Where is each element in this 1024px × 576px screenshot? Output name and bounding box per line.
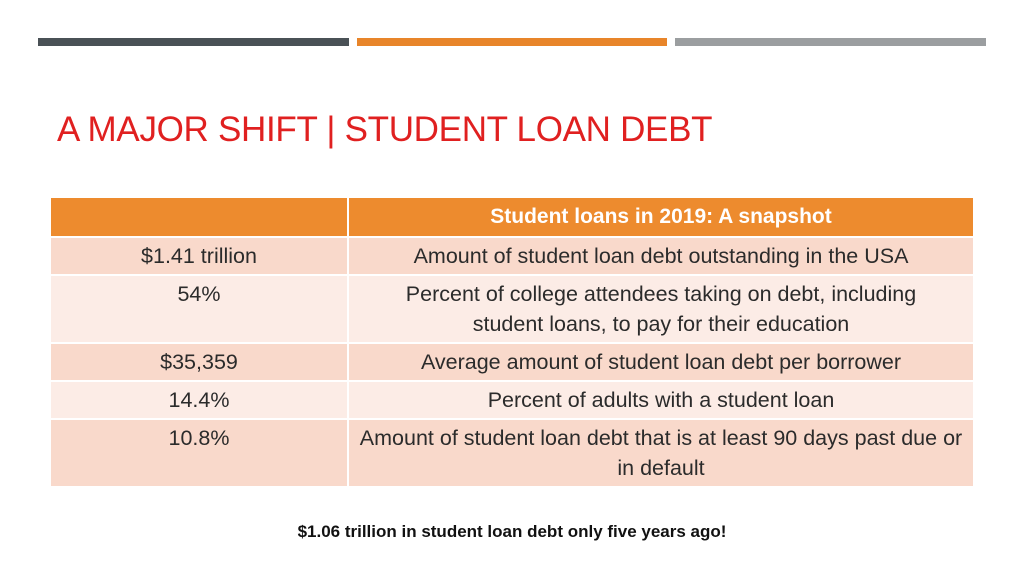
- slide-title: A MAJOR SHIFT | STUDENT LOAN DEBT: [57, 110, 713, 149]
- student-loan-table: [49, 196, 975, 488]
- table-cell-description: Amount of student loan debt outstanding in the USA: [348, 237, 974, 275]
- table-row: [50, 343, 974, 381]
- table-cell-description: Average amount of student loan debt per borrower: [348, 343, 974, 381]
- table-cell-value: $1.41 trillion: [50, 237, 348, 275]
- accent-bar-orange: [357, 38, 667, 46]
- table-cell-value: 10.8%: [50, 419, 348, 487]
- table-cell-description: Percent of college attendees taking on debt, including student loans, to pay for their education: [348, 275, 974, 343]
- footnote: $1.06 trillion in student loan debt only five years ago!: [297, 522, 727, 541]
- table-row: [50, 419, 974, 487]
- table-row: [50, 381, 974, 419]
- table-header-row: [50, 197, 974, 237]
- table-cell-description: Amount of student loan debt that is at least 90 days past due or in default: [348, 419, 974, 487]
- accent-bar-gray: [675, 38, 986, 46]
- table-cell-description: Percent of adults with a student loan: [348, 381, 974, 419]
- accent-bar-dark: [38, 38, 349, 46]
- table-cell-value: $35,359: [50, 343, 348, 381]
- table-row: [50, 237, 974, 275]
- table-header-cell-description: Student loans in 2019: A snapshot: [348, 197, 974, 237]
- table-header-cell-value: [50, 197, 348, 237]
- table-cell-value: 54%: [50, 275, 348, 343]
- table-row: [50, 275, 974, 343]
- table-cell-value: 14.4%: [50, 381, 348, 419]
